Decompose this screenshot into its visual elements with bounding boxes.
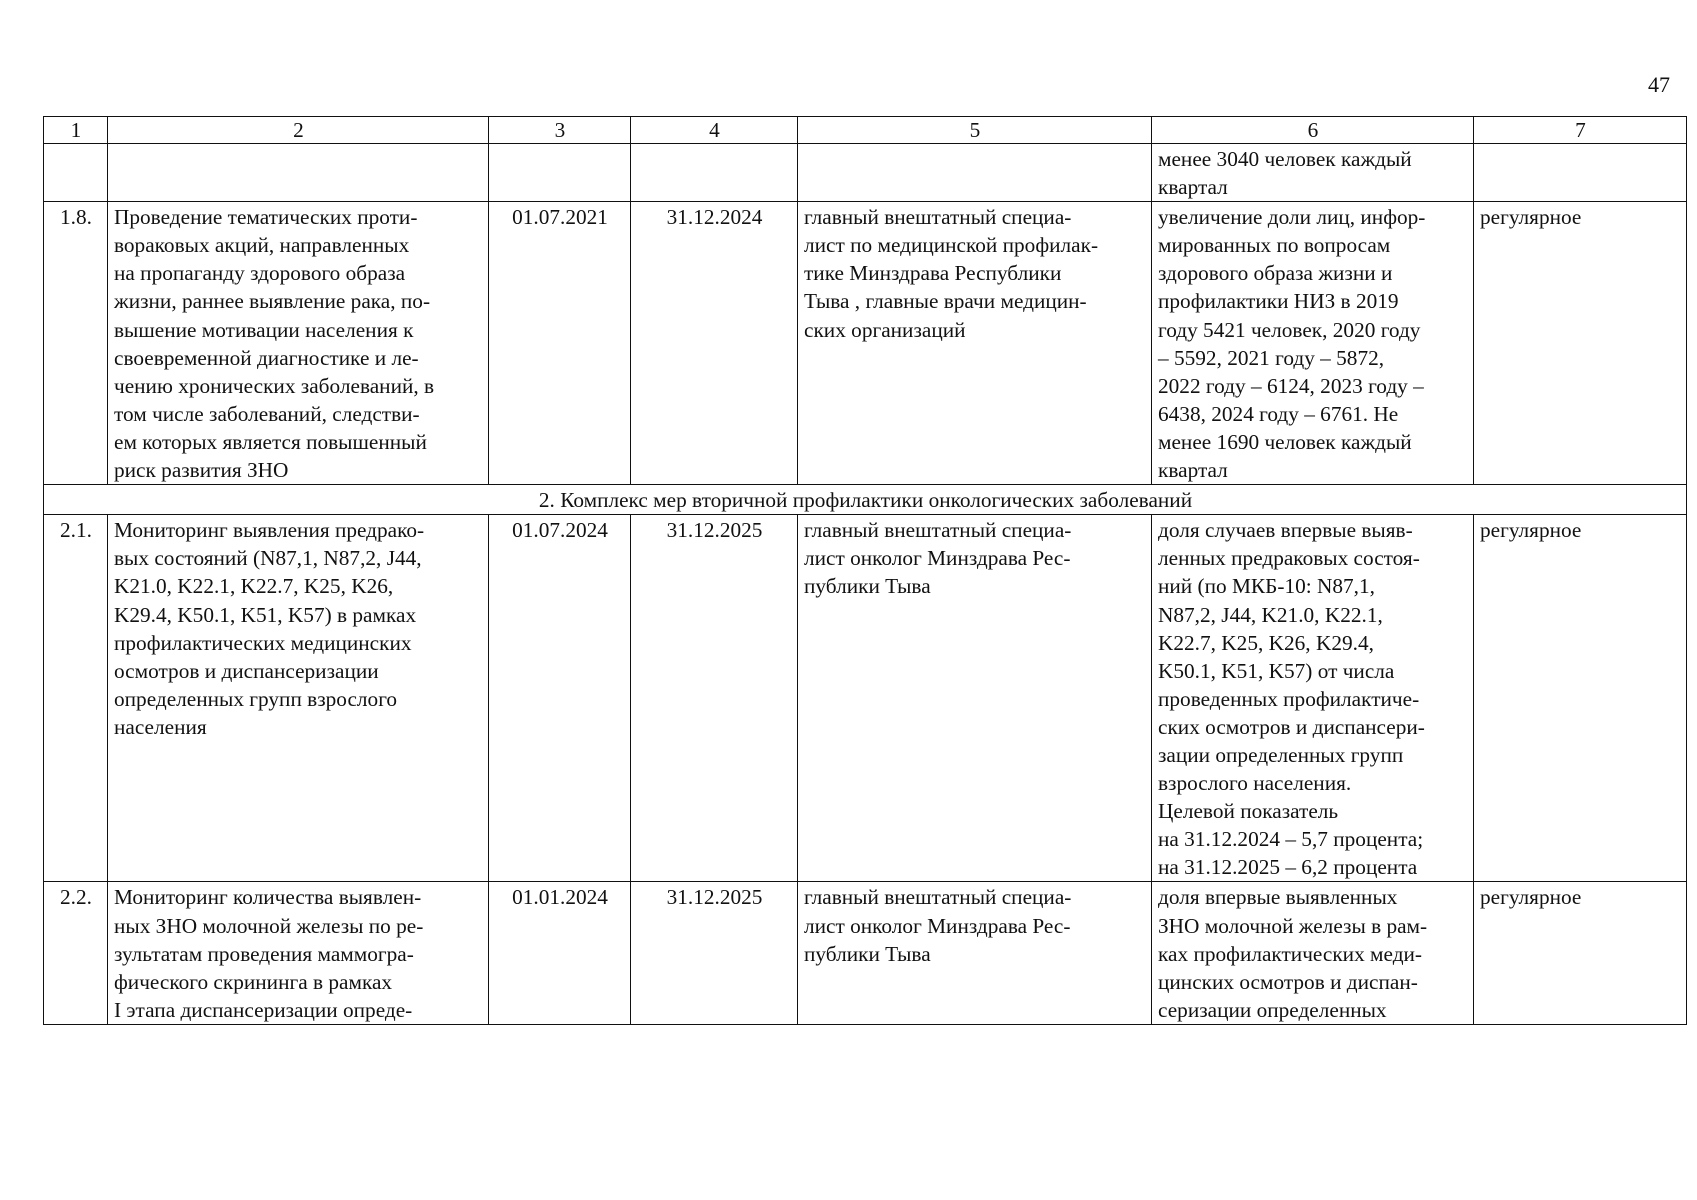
table-row-continuation: [44, 144, 1687, 202]
column-header-3: 3: [489, 117, 631, 144]
cell-number: [44, 144, 108, 202]
table-row-2-2: [44, 882, 1687, 1024]
column-header-5: 5: [798, 117, 1152, 144]
measures-table: [43, 116, 1687, 1025]
cell-start-date: [489, 144, 631, 202]
cell-number: 2.1.: [44, 515, 108, 882]
cell-start-date: 01.01.2024: [489, 882, 631, 1024]
column-number-row: [44, 117, 1687, 144]
cell-start-date: 01.07.2024: [489, 515, 631, 882]
section-heading-row: [44, 485, 1687, 515]
cell-responsible: главный внештатный специа- лист онколог Минздрава Рес- публики Тыва: [798, 882, 1152, 1024]
column-header-7: 7: [1474, 117, 1687, 144]
cell-periodicity: [1474, 144, 1687, 202]
cell-periodicity: регулярное: [1474, 882, 1687, 1024]
column-header-4: 4: [631, 117, 798, 144]
column-header-6: 6: [1152, 117, 1474, 144]
cell-result: доля случаев впервые выяв- ленных предраковых состоя- ний (по МКБ-10: N87,1, N87,2, J44, K21.0, K22.1, K22.7, K25, K26, K29.4, K50.1, K51, K57) от числа проведенных профилактиче- ских осмотров и диспансери- зации определенных групп взрослого населения. Целевой показатель на 31.12.2024 – 5,7 процента; на 31.12.2025 – 6,2 процента: [1152, 515, 1474, 882]
table-row-2-1: [44, 515, 1687, 882]
cell-end-date: [631, 144, 798, 202]
table-row-1-8: [44, 202, 1687, 485]
page-number: 47: [1648, 72, 1670, 97]
cell-result: увеличение доли лиц, инфор- мированных по вопросам здорового образа жизни и профилактики НИЗ в 2019 году 5421 человек, 2020 году – 5592, 2021 году – 5872, 2022 году – 6124, 2023 году – 6438, 2024 году – 6761. Не менее 1690 человек каждый квартал: [1152, 202, 1474, 485]
cell-start-date: 01.07.2021: [489, 202, 631, 485]
cell-responsible: главный внештатный специа- лист по медицинской профилак- тике Минздрава Республики Тыва , главные врачи медицин- ских организаций: [798, 202, 1152, 485]
cell-responsible: [798, 144, 1152, 202]
column-header-1: 1: [44, 117, 108, 144]
cell-end-date: 31.12.2025: [631, 515, 798, 882]
cell-responsible: главный внештатный специа- лист онколог Минздрава Рес- публики Тыва: [798, 515, 1152, 882]
cell-event: Проведение тематических проти- вораковых акций, направленных на пропаганду здорового образа жизни, раннее выявление рака, по- вышение мотивации населения к своевременной диагностике и ле- чению хронических заболеваний, в том числе заболеваний, следстви- ем которых является повышенный риск развития ЗНО: [108, 202, 489, 485]
cell-event: [108, 144, 489, 202]
section-heading: 2. Комплекс мер вторичной профилактики онкологических заболеваний: [44, 485, 1687, 515]
cell-periodicity: регулярное: [1474, 515, 1687, 882]
column-header-2: 2: [108, 117, 489, 144]
cell-end-date: 31.12.2024: [631, 202, 798, 485]
cell-event: Мониторинг выявления предрако- вых состояний (N87,1, N87,2, J44, K21.0, K22.1, K22.7, K25, K26, K29.4, K50.1, K51, K57) в рамках профилактических медицинских осмотров и диспансеризации определенных групп взрослого населения: [108, 515, 489, 882]
cell-event: Мониторинг количества выявлен- ных ЗНО молочной железы по ре- зультатам проведения маммогра- фического скрининга в рамках I этапа диспансеризации опреде-: [108, 882, 489, 1024]
cell-number: 1.8.: [44, 202, 108, 485]
cell-result: менее 3040 человек каждый квартал: [1152, 144, 1474, 202]
cell-result: доля впервые выявленных ЗНО молочной железы в рам- ках профилактических меди- цинских осмотров и диспан- серизации определенных: [1152, 882, 1474, 1024]
cell-periodicity: регулярное: [1474, 202, 1687, 485]
cell-end-date: 31.12.2025: [631, 882, 798, 1024]
cell-number: 2.2.: [44, 882, 108, 1024]
